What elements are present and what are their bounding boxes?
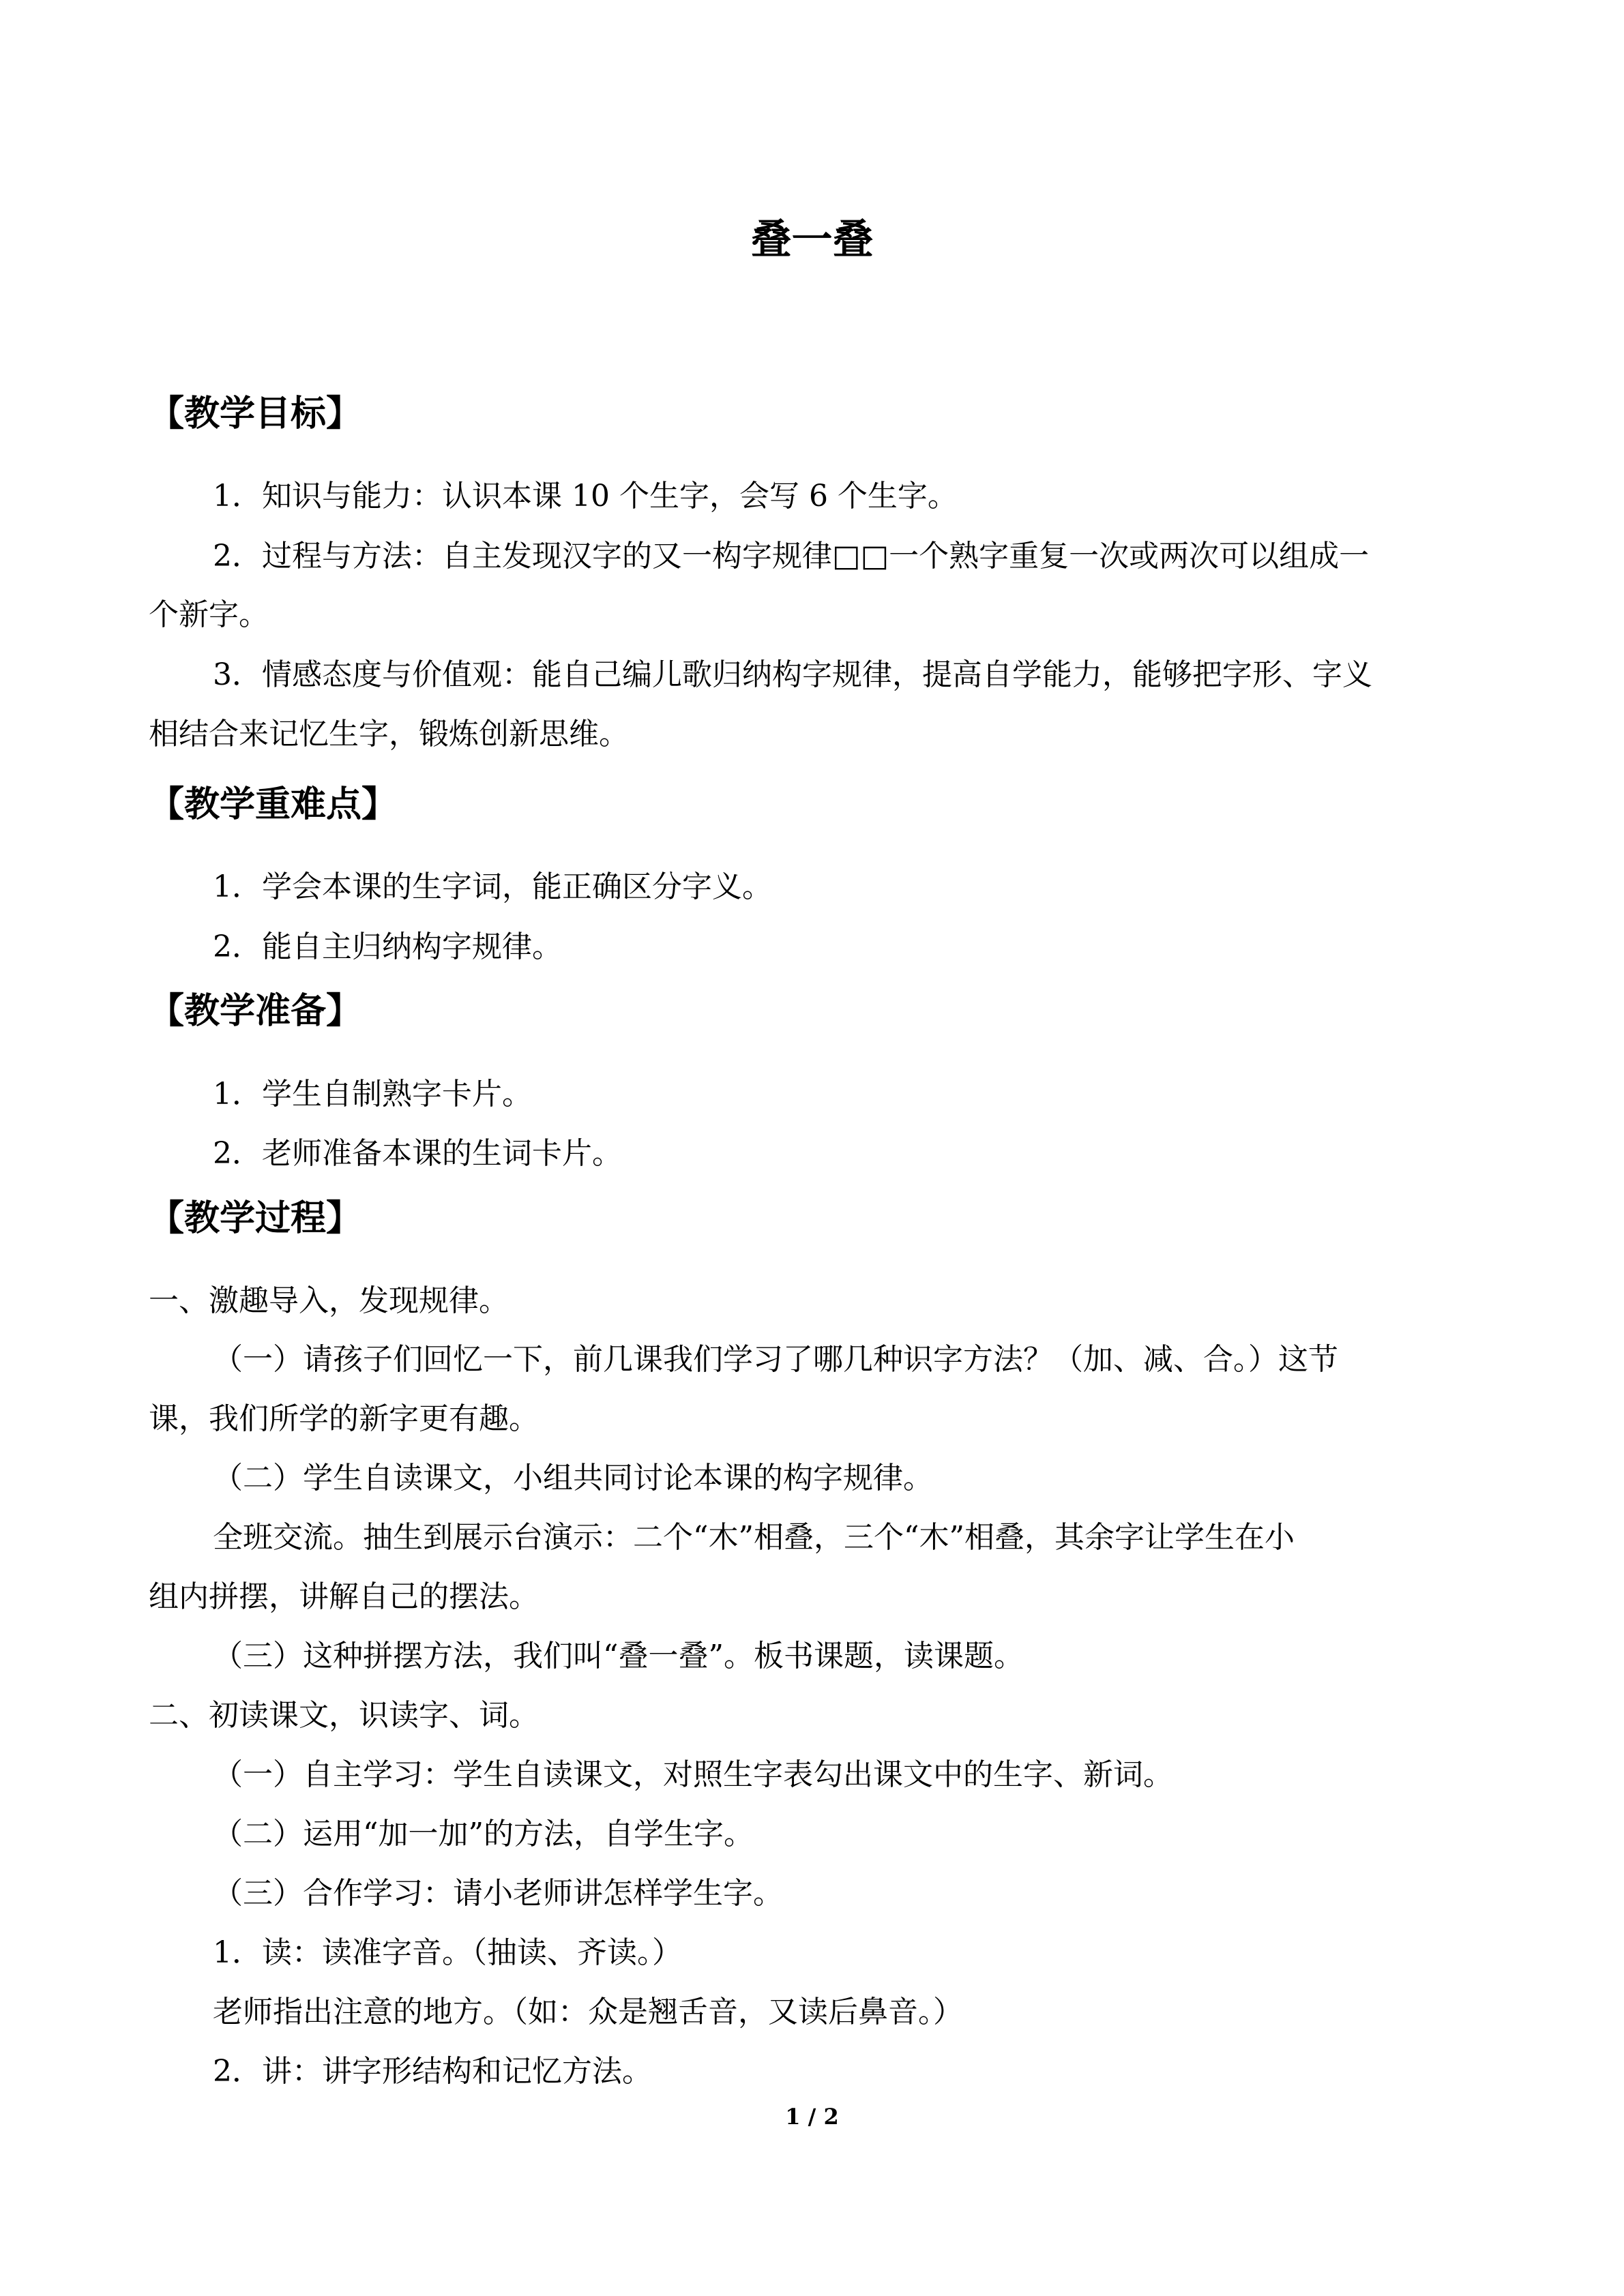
heading-key-points: 【教学重难点】 (149, 784, 398, 825)
process-line-2: （一）请孩子们回忆一下，前几课我们学习了哪几种识字方法？（加、减、合。）这节 (213, 1342, 1338, 1377)
preparation-line-1: 1．学生自制熟字卡片。 (213, 1077, 532, 1112)
process-line-6: 组内拼摆，讲解自己的摆法。 (149, 1579, 539, 1614)
document-title: 叠一叠 (750, 216, 874, 264)
process-line-1: 一、激趣导入，发现规律。 (149, 1283, 509, 1318)
process-line-11: （三）合作学习：请小老师讲怎样学生字。 (213, 1876, 783, 1911)
process-line-5: 全班交流。抽生到展示台演示：二个“木”相叠，三个“木”相叠，其余字让学生在小 (213, 1520, 1295, 1555)
objectives-line-1: 1．知识与能力：认识本课 10 个生字，会写 6 个生字。 (213, 479, 958, 513)
heading-preparation: 【教学准备】 (149, 991, 362, 1032)
page-number: 1 / 2 (785, 2104, 839, 2130)
objectives-line-3: 3．情感态度与价值观：能自己编儿歌归纳构字规律，提高自学能力，能够把字形、字义 (213, 657, 1372, 692)
process-line-14: 2．讲：讲字形结构和记忆方法。 (213, 2054, 652, 2089)
process-line-3: 课，我们所学的新字更有趣。 (149, 1401, 539, 1436)
key-points-line-2: 2．能自主归纳构字规律。 (213, 929, 562, 964)
process-line-9: （一）自主学习：学生自读课文，对照生字表勾出课文中的生字、新词。 (213, 1757, 1173, 1792)
objectives-line-2-cont: 个新字。 (149, 597, 269, 632)
key-points-line-1: 1．学会本课的生字词，能正确区分字义。 (213, 869, 772, 904)
process-line-4: （二）学生自读课文，小组共同讨论本课的构字规律。 (213, 1461, 933, 1495)
heading-objectives: 【教学目标】 (149, 393, 362, 434)
heading-process: 【教学过程】 (149, 1198, 362, 1239)
objectives-line-3-cont: 相结合来记忆生字，锻炼创新思维。 (149, 717, 629, 751)
objectives-line-2: 2．过程与方法：自主发现汉字的又一构字规律□□一个熟字重复一次或两次可以组成一 (213, 539, 1370, 573)
process-line-8: 二、初读课文，识读字、词。 (149, 1698, 539, 1733)
preparation-line-2: 2．老师准备本课的生词卡片。 (213, 1136, 622, 1171)
process-line-7: （三）这种拼摆方法，我们叫“叠一叠”。板书课题，读课题。 (213, 1639, 1024, 1673)
process-line-13: 老师指出注意的地方。（如：众是翘舌音，又读后鼻音。） (213, 1995, 963, 2029)
process-line-10: （二）运用“加一加”的方法，自学生字。 (213, 1817, 754, 1851)
process-line-12: 1．读：读准字音。（抽读、齐读。） (213, 1935, 682, 1970)
